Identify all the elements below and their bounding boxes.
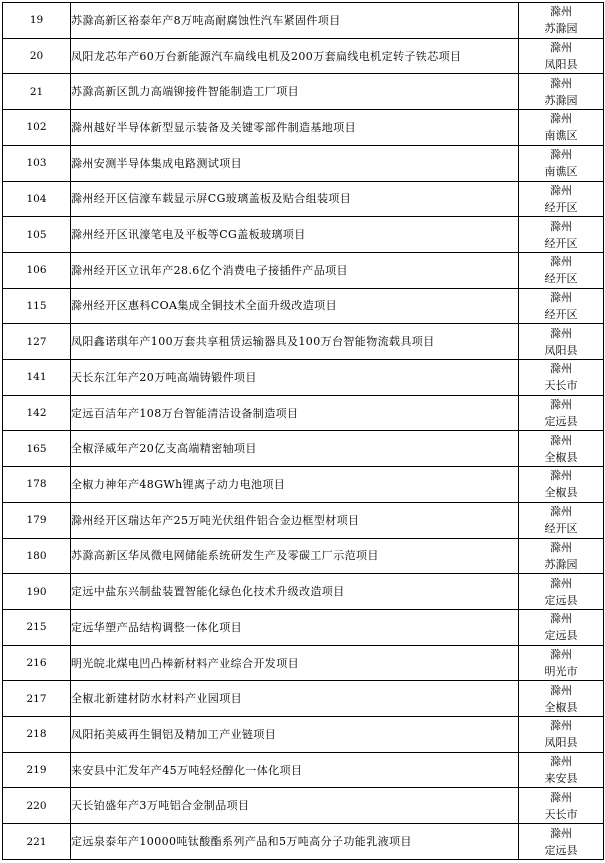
table-row (3, 145, 604, 181)
location-cell (519, 574, 604, 610)
location-city: 滁州 (550, 612, 572, 626)
table-row (3, 288, 604, 324)
location-area: 全椒县 (544, 450, 578, 464)
project-name-cell: 定远百洁年产108万台智能清洁设备制造项目 (71, 395, 519, 431)
location-area: 定远县 (544, 593, 578, 607)
table-row (3, 431, 604, 467)
row-number-cell: 142 (3, 395, 71, 431)
table-row (3, 324, 604, 360)
location-cell (519, 538, 604, 574)
location-area: 凤阳县 (544, 736, 578, 750)
table-row (3, 181, 604, 217)
row-number-cell: 115 (3, 288, 71, 324)
location-city: 滁州 (550, 398, 572, 412)
location-area: 凤阳县 (544, 343, 578, 357)
table-row (3, 752, 604, 788)
table-row (3, 502, 604, 538)
table-row (3, 110, 604, 146)
location-area: 经开区 (544, 307, 578, 321)
row-number-cell: 105 (3, 217, 71, 253)
project-name-cell: 滁州经开区信濠车载显示屏CG玻璃盖板及贴合组装项目 (71, 181, 519, 217)
location-city: 滁州 (550, 433, 572, 447)
location-city: 滁州 (550, 755, 572, 769)
location-city: 滁州 (550, 576, 572, 590)
location-city: 滁州 (550, 540, 572, 554)
row-number-cell: 19 (3, 3, 71, 39)
location-area: 天长市 (544, 807, 578, 821)
location-city: 滁州 (550, 505, 572, 519)
location-cell (519, 74, 604, 110)
location-cell (519, 324, 604, 360)
location-area: 经开区 (544, 236, 578, 250)
table-row (3, 538, 604, 574)
location-cell (519, 38, 604, 74)
project-name-cell: 天长铂盛年产3万吨铝合金制品项目 (71, 788, 519, 824)
location-area: 经开区 (544, 522, 578, 536)
location-cell (519, 181, 604, 217)
row-number-cell: 217 (3, 681, 71, 717)
location-city: 滁州 (550, 683, 572, 697)
location-cell (519, 609, 604, 645)
project-name-cell: 滁州经开区瑞达年产25万吨光伏组件铝合金边框型材项目 (71, 502, 519, 538)
project-name-cell: 滁州经开区惠科COA集成全铜技术全面升级改造项目 (71, 288, 519, 324)
location-city: 滁州 (550, 5, 572, 19)
row-number-cell: 20 (3, 38, 71, 74)
location-cell (519, 467, 604, 503)
location-area: 天长市 (544, 379, 578, 393)
row-number-cell: 21 (3, 74, 71, 110)
location-city: 滁州 (550, 76, 572, 90)
table-row (3, 467, 604, 503)
location-city: 滁州 (550, 362, 572, 376)
table-row (3, 252, 604, 288)
table-row (3, 645, 604, 681)
project-name-cell: 全椒力神年产48GWh锂离子动力电池项目 (71, 467, 519, 503)
location-cell (519, 110, 604, 146)
location-city: 滁州 (550, 326, 572, 340)
location-area: 南谯区 (544, 129, 578, 143)
project-name-cell: 凤阳鑫诺琪年产100万套共享租赁运输器具及100万台智能物流载具项目 (71, 324, 519, 360)
row-number-cell: 103 (3, 145, 71, 181)
table-row (3, 681, 604, 717)
table-row (3, 3, 604, 39)
location-cell (519, 824, 604, 860)
location-cell (519, 395, 604, 431)
table-row (3, 360, 604, 396)
project-name-cell: 苏滁高新区裕泰年产8万吨高耐腐蚀性汽车紧固件项目 (71, 3, 519, 39)
table-row (3, 574, 604, 610)
location-city: 滁州 (550, 826, 572, 840)
table-row (3, 217, 604, 253)
project-name-cell: 明光皖北煤电凹凸棒新材料产业综合开发项目 (71, 645, 519, 681)
project-name-cell: 滁州经开区讯濠笔电及平板等CG盖板玻璃项目 (71, 217, 519, 253)
location-city: 滁州 (550, 255, 572, 269)
project-name-cell: 凤阳拓美威再生铜铝及精加工产业链项目 (71, 717, 519, 753)
location-cell (519, 645, 604, 681)
location-cell (519, 360, 604, 396)
project-table (2, 2, 604, 860)
location-area: 苏滁园 (544, 557, 578, 571)
table-row (3, 609, 604, 645)
location-area: 南谯区 (544, 165, 578, 179)
location-area: 苏滁园 (544, 22, 578, 36)
row-number-cell: 165 (3, 431, 71, 467)
row-number-cell: 127 (3, 324, 71, 360)
location-area: 经开区 (544, 200, 578, 214)
location-area: 经开区 (544, 272, 578, 286)
location-cell (519, 145, 604, 181)
row-number-cell: 141 (3, 360, 71, 396)
location-city: 滁州 (550, 290, 572, 304)
table-row (3, 788, 604, 824)
project-name-cell: 定远中盐东兴制盐装置智能化绿色化技术升级改造项目 (71, 574, 519, 610)
row-number-cell: 218 (3, 717, 71, 753)
row-number-cell: 104 (3, 181, 71, 217)
location-area: 全椒县 (544, 486, 578, 500)
location-city: 滁州 (550, 469, 572, 483)
project-name-cell: 苏滁高新区华凤微电网储能系统研发生产及零碳工厂示范项目 (71, 538, 519, 574)
project-name-cell: 定远泉泰年产10000吨钛酸酯系列产品和5万吨高分子功能乳液项目 (71, 824, 519, 860)
project-name-cell: 滁州安测半导体集成电路测试项目 (71, 145, 519, 181)
location-area: 定远县 (544, 415, 578, 429)
row-number-cell: 178 (3, 467, 71, 503)
project-name-cell: 全椒北新建材防水材料产业园项目 (71, 681, 519, 717)
location-cell (519, 717, 604, 753)
table-row (3, 74, 604, 110)
row-number-cell: 102 (3, 110, 71, 146)
row-number-cell: 106 (3, 252, 71, 288)
location-area: 全椒县 (544, 700, 578, 714)
location-cell (519, 252, 604, 288)
location-area: 来安县 (544, 772, 578, 786)
project-name-cell: 滁州经开区立讯年产28.6亿个消费电子接插件产品项目 (71, 252, 519, 288)
row-number-cell: 190 (3, 574, 71, 610)
table-row (3, 717, 604, 753)
table-row (3, 824, 604, 860)
location-area: 定远县 (544, 629, 578, 643)
project-table-body (3, 3, 604, 860)
row-number-cell: 219 (3, 752, 71, 788)
project-name-cell: 滁州越好半导体新型显示装备及关键零部件制造基地项目 (71, 110, 519, 146)
row-number-cell: 180 (3, 538, 71, 574)
location-cell (519, 217, 604, 253)
row-number-cell: 215 (3, 609, 71, 645)
location-area: 定远县 (544, 843, 578, 857)
location-area: 明光市 (544, 665, 578, 678)
location-city: 滁州 (550, 648, 572, 661)
location-city: 滁州 (550, 112, 572, 126)
location-city: 滁州 (550, 790, 572, 804)
location-cell (519, 3, 604, 39)
location-cell (519, 788, 604, 824)
location-city: 滁州 (550, 41, 572, 55)
location-cell (519, 502, 604, 538)
row-number-cell: 179 (3, 502, 71, 538)
project-name-cell: 来安县中汇发年产45万吨轻烃醇化一体化项目 (71, 752, 519, 788)
location-cell (519, 288, 604, 324)
table-row (3, 38, 604, 74)
location-city: 滁州 (550, 183, 572, 197)
location-city: 滁州 (550, 148, 572, 162)
row-number-cell: 216 (3, 645, 71, 681)
project-name-cell: 苏滁高新区凯力高端铆接件智能制造工厂项目 (71, 74, 519, 110)
location-city: 滁州 (550, 219, 572, 233)
location-city: 滁州 (550, 719, 572, 733)
row-number-cell: 221 (3, 824, 71, 860)
location-cell (519, 431, 604, 467)
table-row (3, 395, 604, 431)
project-name-cell: 全椒泽威年产20亿支高端精密轴项目 (71, 431, 519, 467)
project-name-cell: 凤阳龙芯年产60万台新能源汽车扁线电机及200万套扁线电机定转子铁芯项目 (71, 38, 519, 74)
project-name-cell: 天长东江年产20万吨高端铸锻件项目 (71, 360, 519, 396)
row-number-cell: 220 (3, 788, 71, 824)
location-cell (519, 752, 604, 788)
location-cell (519, 681, 604, 717)
location-area: 凤阳县 (544, 58, 578, 72)
location-area: 苏滁园 (544, 93, 578, 107)
project-name-cell: 定远华塑产品结构调整一体化项目 (71, 609, 519, 645)
